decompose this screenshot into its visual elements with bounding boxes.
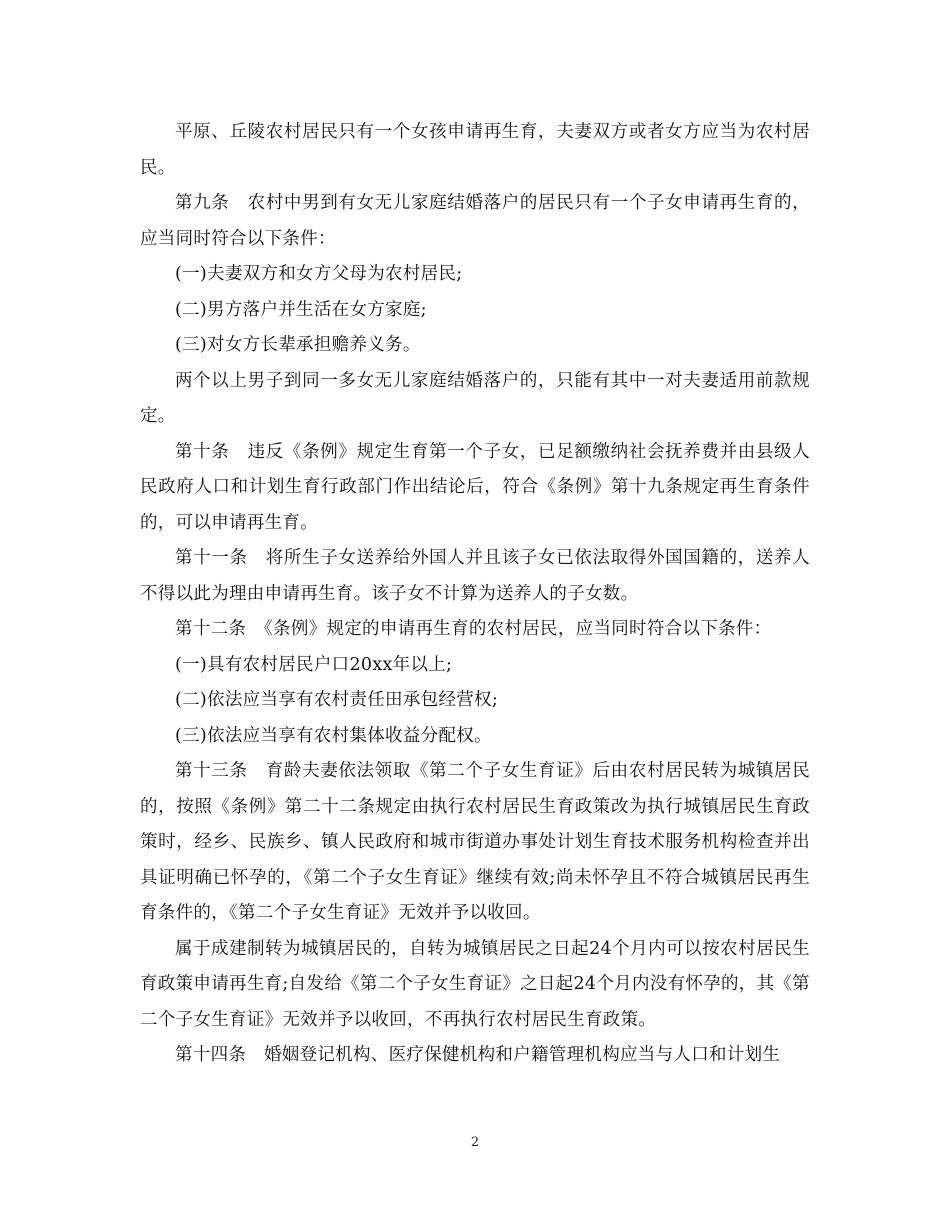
paragraph-article-14: 第十四条 婚姻登记机构、医疗保健机构和户籍管理机构应当与人口和计划生 [175,1045,781,1065]
list-item: (二)男方落户并生活在女方家庭; [175,299,427,320]
list-item: (一)夫妻双方和女方父母为农村居民; [175,264,463,284]
paragraph-article-13: 第十三条 育龄夫妻依法领取《第二个子女生育证》后由农村居民转为城镇居民的，按照《条例》第二十二条规定由执行农村居民生育政策改为执行城镇居民生育政策时，经乡、民族乡、镇人民政府和城市街道办事处计划生育技术服务机构检查并出具证明确已怀孕的，《第二个子女生育证》继续有效;尚未怀孕且不符合城镇居民再生育条件的，《第二个子女生育证》无效并予以收回。 [140,761,810,923]
page-number: 2 [470,1135,480,1150]
list-item: (二)依法应当享有农村责任田承包经营权; [175,690,499,710]
list-item: (三)依法应当享有农村集体收益分配权。 [175,725,492,746]
paragraph: 平原、丘陵农村居民只有一个女孩申请再生育，夫妻双方或者女方应当为农村居民。 [140,122,810,178]
paragraph-article-9: 第九条 农村中男到有女无儿家庭结婚落户的居民只有一个子女申请再生育的，应当同时符合以下条件： [140,193,810,249]
paragraph-article-12: 第十二条 《条例》规定的申请再生育的农村居民，应当同时符合以下条件： [175,619,772,639]
list-item: (三)对女方长辈承担赡养义务。 [175,335,421,355]
document-body [140,115,810,1074]
paragraph-article-11: 第十一条 将所生子女送养给外国人并且该子女已依法取得外国国籍的，送养人不得以此为理由申请再生育。该子女不计算为送养人的子女数。 [140,548,810,604]
paragraph: 属于成建制转为城镇居民的，自转为城镇居民之日起24个月内可以按农村居民生育政策申请再生育;自发给《第二个子女生育证》之日起24个月内没有怀孕的，其《第二个子女生育证》无效并予以收回，不再执行农村居民生育政策。 [140,938,810,1030]
list-item: (一)具有农村居民户口20xx年以上; [175,654,453,675]
paragraph-article-10: 第十条 违反《条例》规定生育第一个子女，已足额缴纳社会抚养费并由县级人民政府人口和计划生育行政部门作出结论后，符合《条例》第十九条规定再生育条件的，可以申请再生育。 [140,441,810,533]
paragraph: 两个以上男子到同一多女无儿家庭结婚落户的，只能有其中一对夫妻适用前款规定。 [140,370,810,426]
